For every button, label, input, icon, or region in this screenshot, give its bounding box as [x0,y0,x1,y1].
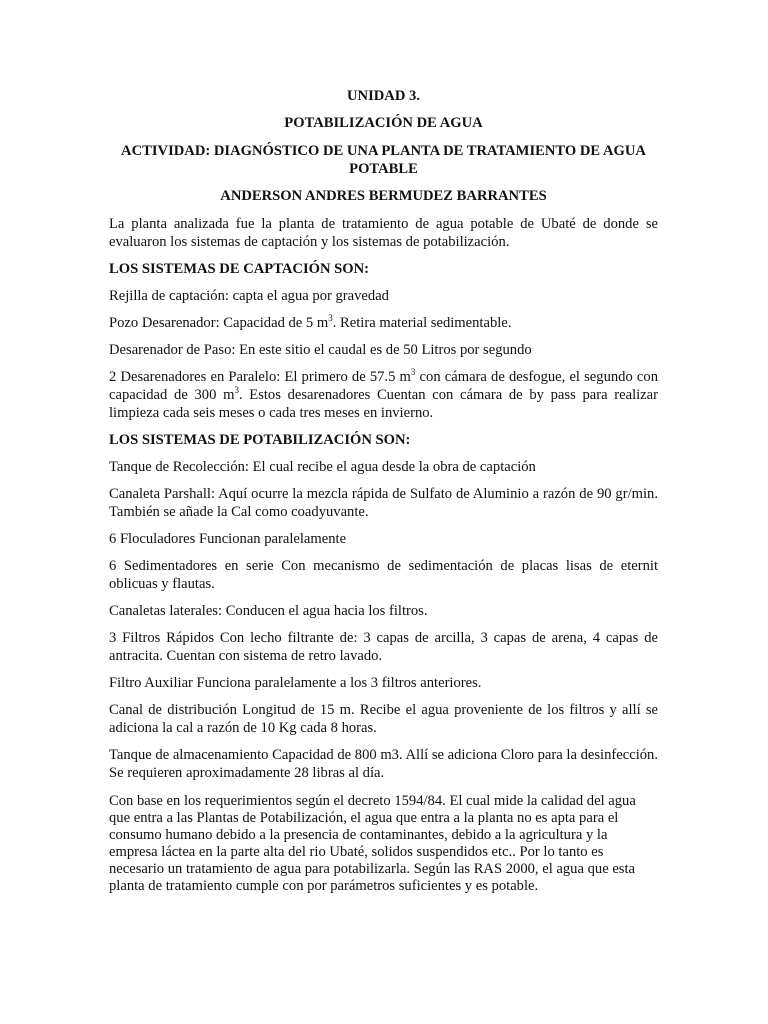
potabilizacion-item: 6 Sedimentadores en serie Con mecanismo de sedimentación de placas lisas de eternit oblicuas y flautas. [109,558,658,592]
captacion-pozo-text-end: . Retira material sedimentable. [332,315,512,331]
author-name: ANDERSON ANDRES BERMUDEZ BARRANTES [220,188,547,204]
intro-paragraph: La planta analizada fue la planta de tratamiento de agua potable de Ubaté de donde se evaluaron los sistemas de captación y los sistemas de potabilización. [109,216,658,250]
captacion-paralelo-text: 2 Desarenadores en Paralelo: El primero de 57.5 m [109,369,411,385]
potabilizacion-item: Canaleta Parshall: Aquí ocurre la mezcla rápida de Sulfato de Aluminio a razón de 90 gr/min. También se añade la Cal como coadyuvante. [109,486,658,520]
captacion-heading: LOS SISTEMAS DE CAPTACIÓN SON: [109,261,370,277]
potabilizacion-item: Canaletas laterales: Conducen el agua hacia los filtros. [109,603,428,619]
captacion-paralelo-text-end: . Estos desarenadores Cuentan con cámara de by pass para realizar limpieza cada seis meses o cada tres meses en invierno. [109,387,658,421]
conclusion-paragraph: Con base en los requerimientos según el decreto 1594/84. El cual mide la calidad del agua que entra a las Plantas de Potabilización, el agua que entra a la planta no es apta para el consumo humano debido a la presencia de contaminantes, debido a la agricultura y la empresa láctea en la parte alta del rio Ubaté, solidos suspendidos etc.. Por lo tanto es necesario un tratamiento de agua para potabilizarla. Según las RAS 2000, el agua que esta planta de tratamiento cumple con por parámetros suficientes y es potable. [109,793,636,894]
captacion-paso: Desarenador de Paso: En este sitio el caudal es de 50 Litros por segundo [109,342,532,358]
captacion-rejilla: Rejilla de captación: capta el agua por gravedad [109,288,389,304]
potabilizacion-item: 6 Floculadores Funcionan paralelamente [109,531,347,547]
topic-title: POTABILIZACIÓN DE AGUA [284,115,483,131]
potabilizacion-item: Filtro Auxiliar Funciona paralelamente a los 3 filtros anteriores. [109,675,482,691]
superscript-cubic: 3 [328,313,333,323]
potabilizacion-item: Tanque de Recolección: El cual recibe el agua desde la obra de captación [109,459,536,475]
captacion-pozo [109,314,658,332]
captacion-paralelo [109,368,658,422]
document-body [109,87,658,910]
captacion-paralelo-text-mid: con cámara de desfogue, el segundo con capacidad de 300 m [109,369,658,403]
potabilizacion-item: Tanque de almacenamiento Capacidad de 800 m3. Allí se adiciona Cloro para la desinfección. Se requieren aproximadamente 28 libras al día. [109,747,658,781]
activity-title: ACTIVIDAD: DIAGNÓSTICO DE UNA PLANTA DE TRATAMIENTO DE AGUA POTABLE [121,143,646,177]
potabilizacion-item: Canal de distribución Longitud de 15 m. Recibe el agua proveniente de los filtros y allí se adiciona la cal a razón de 10 Kg cada 8 horas. [109,702,658,736]
potabilizacion-item: 3 Filtros Rápidos Con lecho filtrante de: 3 capas de arcilla, 3 capas de arena, 4 capas de antracita. Cuentan con sistema de retro lavado. [109,630,658,664]
unit-title: UNIDAD 3. [347,88,420,104]
captacion-pozo-text: Pozo Desarenador: Capacidad de 5 m [109,315,329,331]
superscript-cubic: 3 [410,367,416,377]
superscript-cubic: 3 [234,385,239,395]
potabilizacion-heading: LOS SISTEMAS DE POTABILIZACIÓN SON: [109,432,411,448]
